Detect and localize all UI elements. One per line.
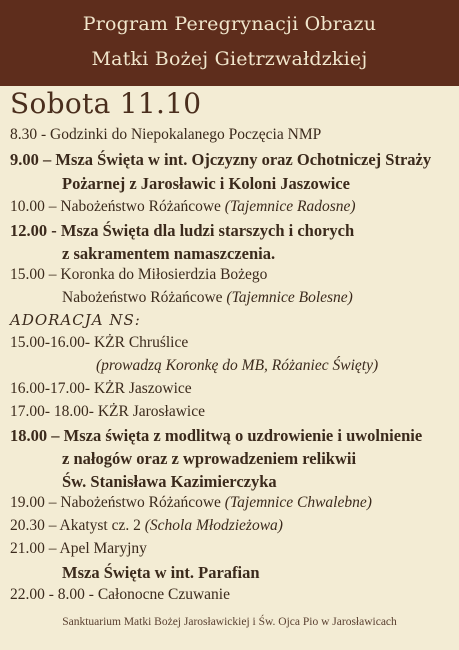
schedule-note: (Tajemnice Bolesne) <box>226 289 353 306</box>
schedule-note: (Schola Młodzieżowa) <box>144 517 283 534</box>
schedule-line: 22.00 - 8.00 - Całonocne Czuwanie <box>10 586 230 603</box>
adoration-heading: ADORACJA NS: <box>10 311 141 329</box>
footer-sanctuary: Sanktuarium Matki Bożej Jarosławickiej i Św. Ojca Pio w Jarosławicach <box>62 616 397 628</box>
schedule-line <box>10 198 356 216</box>
schedule-note: (prowadzą Koronkę do MB, Różaniec Święty) <box>96 357 379 374</box>
schedule-line <box>62 289 353 307</box>
schedule-line: z sakramentem namaszczenia. <box>62 244 276 263</box>
schedule-line: Św. Stanisława Kazimierczyka <box>62 472 277 491</box>
schedule-line: 15.00-16.00- KŻR Chruślice <box>10 334 189 351</box>
schedule-line: 17.00- 18.00- KŻR Jarosławice <box>10 403 205 420</box>
day-title: Sobota 11.10 <box>10 87 202 120</box>
schedule-text: 19.00 – Nabożeństwo Różańcowe <box>10 494 221 511</box>
schedule-line: 18.00 – Msza święta z modlitwą o uzdrowienie i uwolnienie <box>10 426 423 445</box>
schedule-line: 15.00 – Koronka do Miłosierdzia Bożego <box>10 266 268 283</box>
schedule-text: 10.00 – Nabożeństwo Różańcowe <box>10 198 221 215</box>
header-title-line-1: Program Peregrynacji Obrazu <box>82 13 377 35</box>
schedule-line: 9.00 – Msza Święta w int. Ojczyzny oraz Ochotniczej Straży <box>10 150 432 169</box>
schedule-line <box>10 494 372 512</box>
schedule-line: 21.00 – Apel Maryjny <box>10 540 147 557</box>
schedule-line: Pożarnej z Jarosławic i Koloni Jaszowice <box>62 174 350 193</box>
header-banner <box>0 0 459 86</box>
schedule-line: 8.30 - Godzinki do Niepokalanego Poczęcia NMP <box>10 126 322 143</box>
schedule-line: 16.00-17.00- KŻR Jaszowice <box>10 380 192 397</box>
schedule-line: z nałogów oraz z wprowadzeniem relikwii <box>62 449 357 468</box>
header-title-line-2: Matki Bożej Gietrzwałdzkiej <box>91 48 368 70</box>
schedule-line: Msza Święta w int. Parafian <box>62 563 260 582</box>
schedule-note: (Tajemnice Radosne) <box>224 198 356 215</box>
schedule-text: Nabożeństwo Różańcowe <box>62 289 223 306</box>
schedule-text: 20.30 – Akatyst cz. 2 <box>10 517 141 534</box>
schedule-note: (Tajemnice Chwalebne) <box>224 494 372 511</box>
schedule-line <box>96 357 378 375</box>
schedule-line: 12.00 - Msza Święta dla ludzi starszych i chorych <box>10 221 355 240</box>
schedule-line <box>10 517 283 535</box>
